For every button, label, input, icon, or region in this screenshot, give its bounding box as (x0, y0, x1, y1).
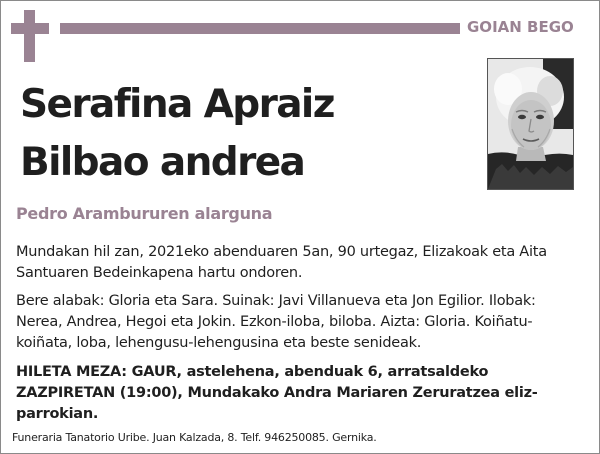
funeral-home-footer: Funeraria Tanatorio Uribe. Juan Kalzada, 8. Telf. 946250085. Gernika. (12, 431, 377, 444)
header-bar (60, 23, 460, 34)
family-paragraph: Bere alabak: Gloria eta Sara. Suinak: Javi Villanueva eta Jon Egilior. Ilobak: Nerea, Andrea, Hegoi eta Jokin. Ezkon-iloba, biloba. Aizta: Gloria. Koiñatu-koiñata, loba, lehengusu-lehengusina eta beste senideak. (16, 293, 536, 351)
portrait-photo (487, 58, 574, 190)
funeral-mass-paragraph: HILETA MEZA: GAUR, astelehena, abenduak 6, arratsaldeko ZAZPIRETAN (19:00), Mundakako Andra Mariaren Zeruratzea eliz-parrokian. (16, 364, 538, 422)
portrait-illustration (488, 59, 573, 189)
death-notice-paragraph: Mundakan hil zan, 2021eko abenduaren 5an, 90 urtegaz, Elizakoak eta Aita Santuaren Bedeinkapena hartu ondoren. (16, 244, 547, 281)
deceased-name-line2: Bilbao andrea (20, 140, 305, 185)
cross-icon (11, 10, 49, 62)
deceased-name-line1: Serafina Apraiz (20, 82, 334, 127)
section-label: GOIAN BEGO (467, 18, 574, 36)
deceased-subtitle: Pedro Arambururen alarguna (16, 204, 273, 223)
